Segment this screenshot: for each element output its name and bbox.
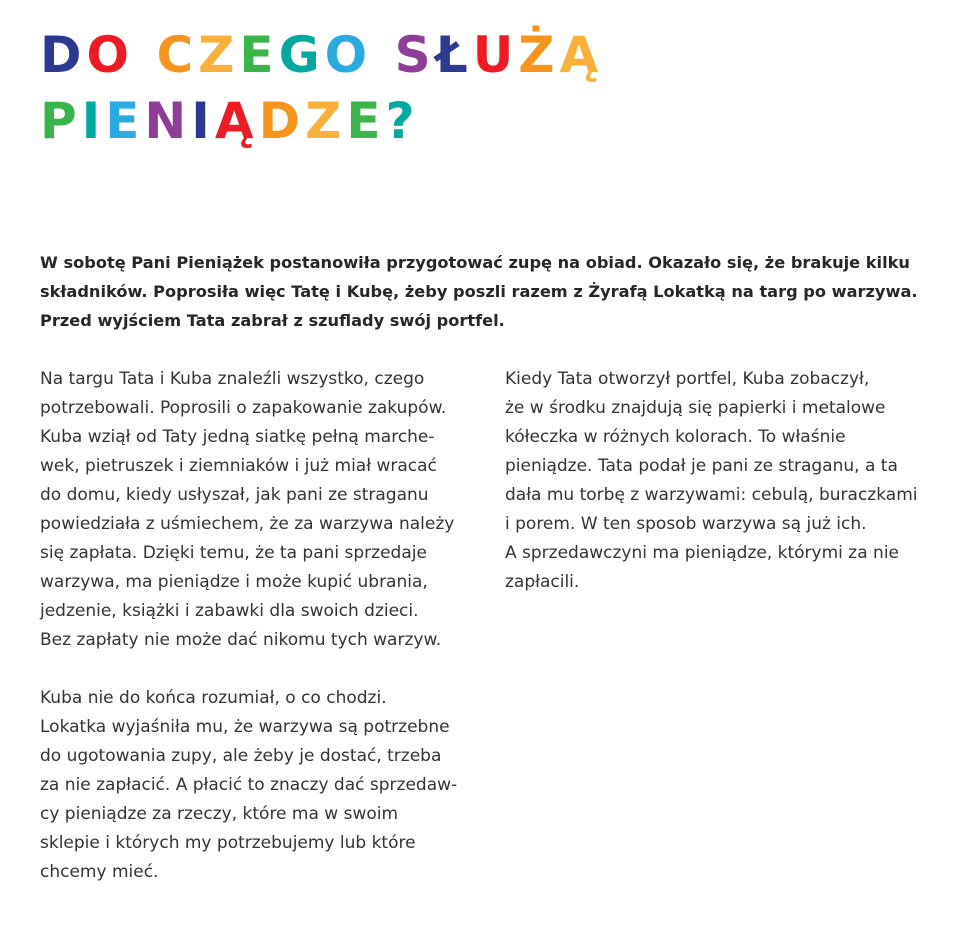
text-line: Kiedy Tata otworzył portfel, Kuba zobaczył,	[505, 369, 870, 389]
intro-line: składników. Poprosiła więc Tatę i Kubę, żeby poszli razem z Żyrafą Lokatką na targ po warzywa.	[40, 282, 918, 301]
text-line: i porem. W ten sposob warzywa są już ich.	[505, 514, 867, 534]
title-letter: Ł	[435, 26, 473, 84]
page-title	[40, 22, 603, 154]
text-line: pieniądze. Tata podał je pani ze straganu, a ta	[505, 456, 898, 476]
text-line: A sprzedawczyni ma pieniądze, którymi za nie	[505, 543, 899, 563]
intro-paragraph	[40, 248, 930, 335]
text-line: do ugotowania zupy, ale żeby je dostać, trzeba	[40, 746, 442, 766]
title-letter: E	[239, 26, 279, 84]
title-letter: D	[258, 92, 306, 150]
text-line: sklepie i których my potrzebujemy lub które	[40, 833, 416, 853]
title-letter: ?	[385, 92, 420, 150]
title-letter: S	[394, 26, 436, 84]
title-letter: Ą	[559, 26, 604, 84]
left-paragraph-2	[40, 684, 480, 887]
title-letter: E	[346, 92, 386, 150]
title-letter: U	[472, 26, 519, 84]
right-paragraph-1	[505, 365, 935, 597]
title-letter: P	[40, 92, 82, 150]
title-letter: N	[144, 92, 192, 150]
left-column	[40, 365, 480, 916]
text-line: powiedziała z uśmiechem, że za warzywa należy	[40, 514, 455, 534]
title-letter: Ż	[518, 26, 560, 84]
text-line: że w środku znajdują się papierki i metalowe	[505, 398, 886, 418]
title-letter: G	[278, 26, 325, 84]
text-line: Bez zapłaty nie może dać nikomu tych warzyw.	[40, 630, 442, 650]
title-letter: I	[81, 92, 106, 150]
text-line: Kuba wziął od Taty jedną siatkę pełną marche-	[40, 427, 435, 447]
title-letter: Z	[305, 92, 347, 150]
text-line: się zapłata. Dzięki temu, że ta pani sprzedaje	[40, 543, 427, 563]
title-letter: O	[86, 26, 135, 84]
text-line: wek, pietruszek i ziemniaków i już miał wracać	[40, 456, 437, 476]
text-line: kółeczka w różnych kolorach. To właśnie	[505, 427, 846, 447]
title-letter: E	[105, 92, 145, 150]
text-line: warzywa, ma pieniądze i może kupić ubrania,	[40, 572, 428, 592]
text-line: Kuba nie do końca rozumiał, o co chodzi.	[40, 688, 387, 708]
title-line-1	[40, 22, 603, 88]
text-line: zapłacili.	[505, 572, 580, 592]
title-letter: Ą	[214, 92, 259, 150]
intro-line: Przed wyjściem Tata zabrał z szuflady swój portfel.	[40, 311, 505, 330]
title-letter: O	[324, 26, 373, 84]
left-paragraph-1	[40, 365, 480, 655]
intro-line: W sobotę Pani Pieniążek postanowiła przygotować zupę na obiad. Okazało się, że brakuje kilku	[40, 253, 910, 272]
title-letter: D	[40, 26, 87, 84]
title-letter	[372, 22, 394, 88]
right-column	[505, 365, 935, 626]
text-line: za nie zapłacić. A płacić to znaczy dać sprzedaw-	[40, 775, 458, 795]
text-line: do domu, kiedy usłyszał, jak pani ze straganu	[40, 485, 429, 505]
text-line: cy pieniądze za rzeczy, które ma w swoim	[40, 804, 399, 824]
title-letter: I	[191, 92, 215, 150]
text-line: jedzenie, książki i zabawki dla swoich dzieci.	[40, 601, 419, 621]
title-letter: C	[156, 26, 199, 84]
text-line: Na targu Tata i Kuba znaleźli wszystko, czego	[40, 369, 425, 389]
text-line: potrzebowali. Poprosili o zapakowanie zakupów.	[40, 398, 447, 418]
title-letter	[134, 22, 156, 88]
title-letter: Z	[198, 26, 240, 84]
text-line: dała mu torbę z warzywami: cebulą, buraczkami	[505, 485, 918, 505]
title-line-2	[40, 88, 603, 154]
text-line: Lokatka wyjaśniła mu, że warzywa są potrzebne	[40, 717, 450, 737]
text-line: chcemy mieć.	[40, 862, 159, 882]
